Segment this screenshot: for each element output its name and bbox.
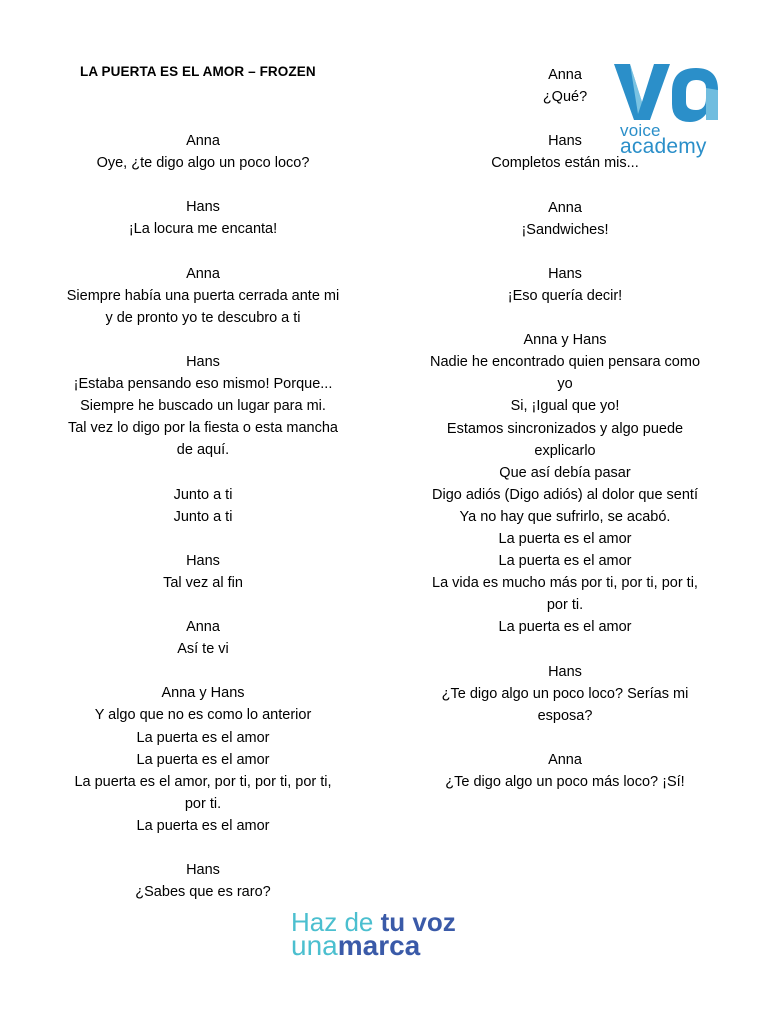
lyric-line: La puerta es el amor [136, 751, 270, 768]
stanza-gap [410, 638, 720, 660]
stanza-gap [410, 108, 720, 130]
lyric-line: ¡Sandwiches! [521, 221, 609, 238]
slogan-line-2-thin: una [291, 930, 338, 961]
stanza-gap [410, 727, 720, 749]
stanza-gap [48, 329, 358, 351]
slogan-line-2 [291, 932, 511, 960]
stanza-gap [410, 174, 720, 196]
lyric-line: Anna [186, 133, 220, 149]
lyric-line: Hans [186, 353, 220, 370]
lyric-line: Que así debía pasar [499, 464, 631, 481]
lyric-line: ¡La locura me encanta! [128, 221, 278, 238]
logo-word-voice: voice [620, 121, 661, 140]
lyric-line: Nadie he encontrado quien pensara como [429, 354, 701, 371]
slogan-line-1-bold: tu voz [380, 907, 456, 937]
lyric-line: Oye, ¿te digo algo un poco loco? [96, 155, 310, 172]
lyric-line: Hans [548, 663, 582, 680]
lyric-line: Digo adiós (Digo adiós) al dolor que sentí [432, 486, 698, 503]
lyric-line: Anna y Hans [161, 685, 245, 702]
lyric-line: La puerta es el amor [498, 530, 632, 547]
lyric-line: Tal vez al fin [163, 574, 243, 591]
lyric-line: Siempre había una puerta cerrada ante mi [66, 287, 340, 304]
lyric-line: Anna [186, 619, 220, 636]
lyric-line: ¡Estaba pensando eso mismo! Porque... [73, 376, 333, 393]
lyric-line: Completos están mis... [491, 155, 639, 172]
document-title: LA PUERTA ES EL AMOR – FROZEN [80, 64, 316, 79]
lyric-line: ¿Qué? [542, 89, 588, 106]
lyric-line: La puerta es el amor [498, 619, 632, 636]
lyric-line: de aquí. [176, 442, 230, 459]
slogan-line-1-thin: Haz de [291, 907, 381, 937]
lyric-line: Estamos sincronizados y algo puede [446, 420, 684, 437]
stanza-gap [48, 461, 358, 483]
lyric-line: ¿Te digo algo un poco loco? Serías mi [441, 685, 689, 702]
lyric-line: y de pronto yo te descubro a ti [105, 309, 301, 326]
lyric-line: La puerta es el amor [498, 553, 632, 570]
stanza-gap [410, 241, 720, 263]
lyric-line: Anna [548, 199, 582, 216]
lyric-line: La puerta es el amor, por ti, por ti, por ti, [74, 773, 332, 790]
lyrics-right-column [410, 64, 720, 793]
lyric-line: ¿Sabes que es raro? [135, 884, 271, 901]
lyric-line: Tal vez lo digo por la fiesta o esta mancha [67, 420, 338, 437]
lyric-line: Hans [548, 133, 582, 150]
stanza-gap [410, 307, 720, 329]
lyric-line: Junto a ti [173, 508, 233, 525]
stanza-gap [48, 528, 358, 550]
lyric-line: yo [557, 376, 573, 393]
stanza-gap [48, 594, 358, 616]
slogan [291, 908, 511, 960]
stanza-gap [48, 174, 358, 196]
stanza-gap [48, 837, 358, 859]
lyric-line: Siempre he buscado un lugar para mi. [80, 398, 326, 415]
lyric-line: esposa? [537, 707, 593, 724]
lyric-line: Y algo que no es como lo anterior [94, 707, 312, 724]
lyric-line: Anna [548, 751, 582, 768]
lyric-line: ¿Te digo algo un poco más loco? ¡Sí! [445, 774, 685, 790]
lyric-line: Ya no hay que sufrirlo, se acabó. [459, 508, 671, 525]
lyric-line: Hans [186, 199, 220, 216]
stanza-gap [48, 660, 358, 682]
lyric-line: La puerta es el amor [136, 817, 270, 834]
lyric-line: Así te vi [177, 641, 229, 658]
lyric-line: explicarlo [534, 442, 596, 459]
lyric-line: por ti. [184, 795, 222, 812]
lyric-line: Hans [186, 552, 220, 569]
lyric-line: Si, ¡Igual que yo! [510, 398, 620, 415]
lyric-line: Junto a ti [173, 486, 233, 503]
lyric-line: La puerta es el amor [136, 729, 270, 746]
lyric-line: Anna [186, 265, 220, 282]
lyric-line: ¡Eso quería decir! [507, 287, 623, 304]
slogan-line-2-bold: marca [337, 930, 421, 961]
stanza-gap [48, 240, 358, 262]
lyric-line: Anna [548, 67, 582, 83]
lyrics-left-column [48, 130, 358, 903]
lyric-line: La vida es mucho más por ti, por ti, por ti, [432, 575, 698, 592]
lyric-line: Hans [548, 265, 582, 282]
lyric-line: Hans [186, 862, 220, 879]
lyric-line: Anna y Hans [523, 332, 607, 349]
lyric-line: por ti. [546, 597, 584, 614]
logo-word-academy: academy [620, 135, 707, 158]
